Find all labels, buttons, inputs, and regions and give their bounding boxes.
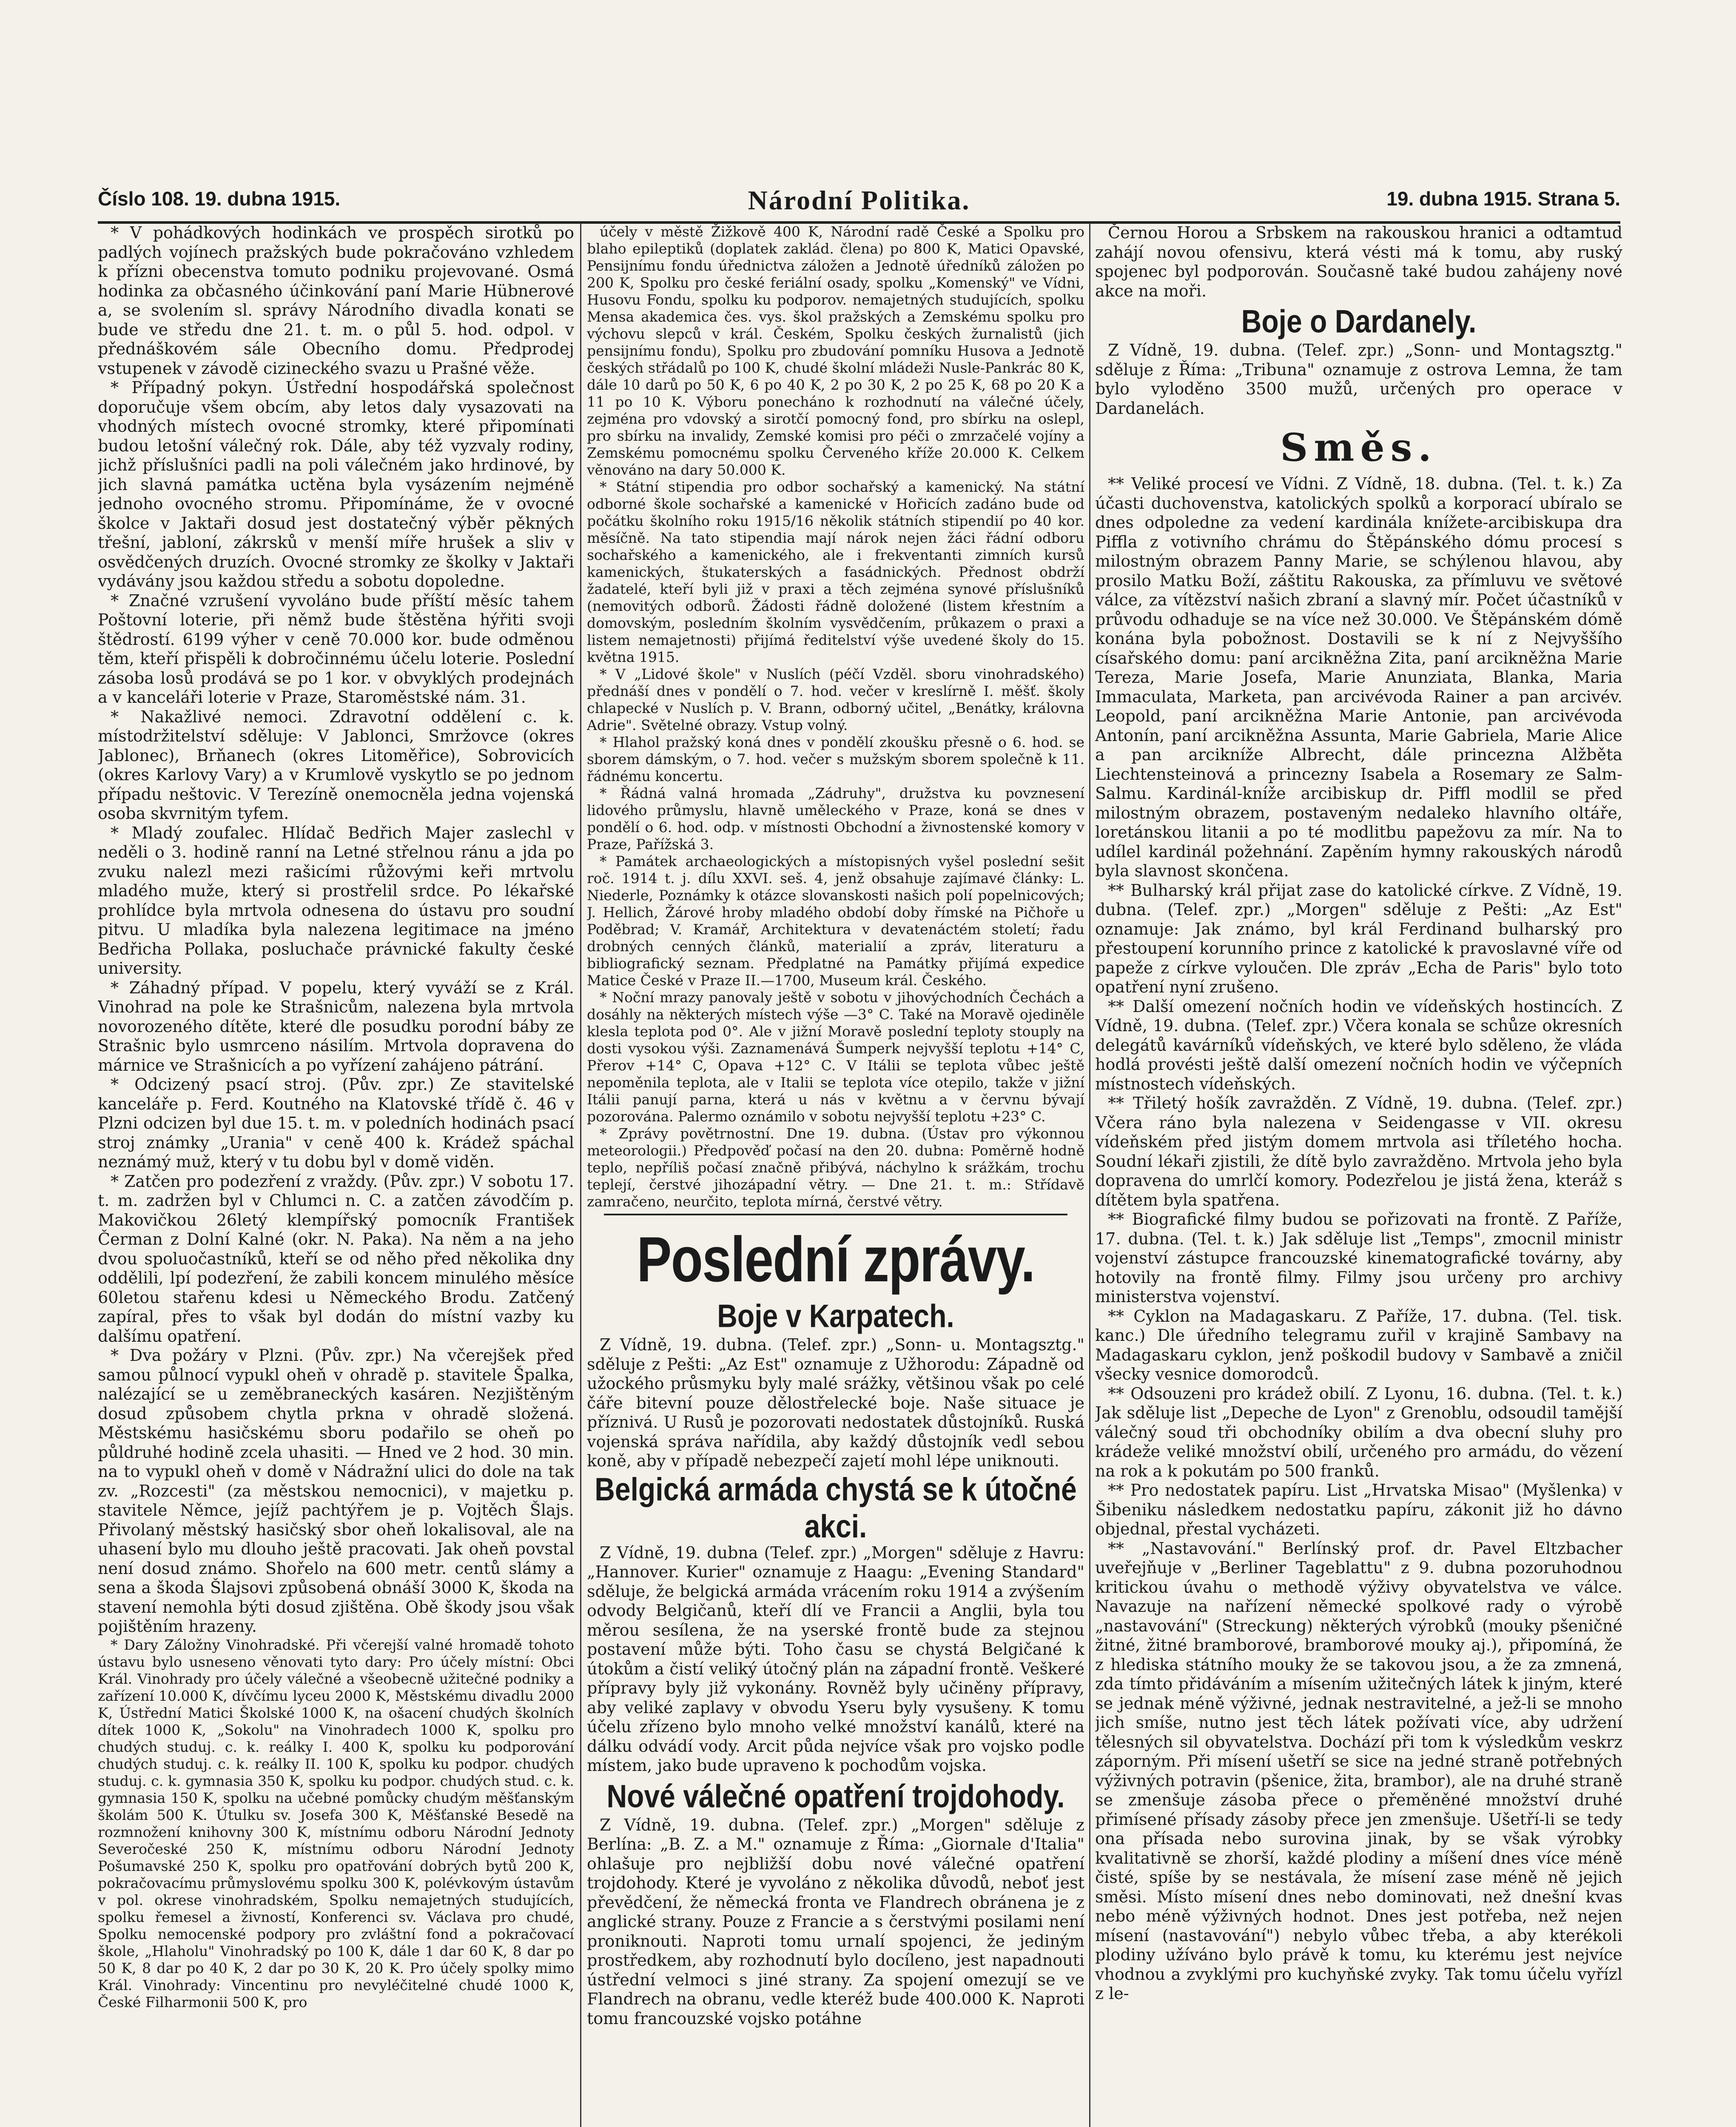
masthead: Národní Politika. — [748, 185, 970, 215]
article: ** Cyklon na Madagaskaru. Z Paříže, 17. dubna. (Tel. tisk. kanc.) Dle úředního telegramu zuřil v krajině Sambavy na Madagaskaru cyklon, jenž poškodil budovy v Sambavě a zničil všecky vesnice domorodců. — [1095, 1306, 1622, 1383]
article: * Odcizený psací stroj. (Pův. zpr.) Ze stavitelské kanceláře p. Ferd. Koutného na Klatovské třídě č. 46 v Plzni odcizen byl due 15. t. m. v poledních hodinách psací stroj známky „Urania" v ceně 400 k. Krádež spáchal neznámý muž, který v tu dobu byl v domě viděn. — [98, 1075, 574, 1171]
article: ** „Nastavování." Berlínský prof. dr. Pavel Eltzbacher uveřejňuje v „Berliner Tageblattu" z 9. dubna pozoruhodnou kritickou úvahu o methodě výživy obyvatelstva ve válce. Navazuje na nařízení německé spolkové rady o výrobě „nastavování" (Streckung) některých výrobků (mouky pšeničné žitné, žitné bramborové, bramborové mouky aj.), připomíná, že z hlediska státního mouky že se takovou jsou, a že za zmnená, zda tímto přidáváním a mísením užitečných látek k jiným, které se jednak méně výživné, jednak nestravitelné, a jež-li se mnoho jich smíše, nutno jest těch látek požívati více, aby udržení tělesných sil obyvatelstva. Dochází při tom k výsledkům veskrz záporným. Při mísení ušetří se sice na jedné straně potřebných výživných potravin (pšenice, žita, brambor), ale na druhé straně se zmenšuje zásoba přece o přeměněné množství druhé přimísené přísady zásoby přece jen zmenšuje. Ušetří-li se tedy ona přísada nebo surovina jinak, by se však výrobky kvalitativně se zhorší, každé plodiny a míšení dnes více méně čisté, spíše by se nestávala, že mísení zase méně ně jejich směsi. Místo mísení dnes nebo dominovati, než dnešní kvas nebo méně výživných hodnot. Dnes jest potřeba, než nejen mísení (nastavování") nebylo vůbec třeba, a aby kterékoli plodiny užíváno bylo právě k tomu, ku kterému jest nejvíce vhodnou a zvyklými pro kuchyňské zvyky. Tak tomu účelu vyřízl z le- — [1095, 1539, 1622, 2003]
column-1 — [98, 223, 574, 2127]
article: ** Odsouzeni pro krádež obilí. Z Lyonu, 16. dubna. (Tel. t. k.) Jak sděluje list „Depeche de Lyon" z Grenoblu, odsoudil tamější válečný soud tři obchodníky obilím a dva obecní sluhy pro krádeže veliké množství obilí, určeného pro armádu, do vězení na rok a k pokutám po 500 franků. — [1095, 1384, 1622, 1480]
column-3 — [1095, 223, 1622, 2127]
article: Z Vídně, 19. dubna. (Telef. zpr.) „Morgen" sděluje z Berlína: „B. Z. a M." oznamuje z Říma: „Giornale d'Italia" ohlašuje pro nejbližší dobu nové válečné opatření trojdohody. Které je vyvoláno z několika důvodů, neboť jest převědčení, že německá fronta ve Flandrech obránena je z anglické strany. Pouze z Francie a s čerstvými posilami není proniknouti. Naproti tomu urnalí spojenci, že jediným prostředkem, aby rozhodnutí bylo docíleno, jest napadnouti ústřední velmoci s jiné strany. Za spojení omezují se ve Flandrech na obranu, vedle kteréž bude 400.000 K. Naproti tomu francouzské vojsko potáhne — [587, 1815, 1084, 2028]
article: * Mladý zoufalec. Hlídač Bedřich Majer zaslechl v neděli o 3. hodině ranní na Letné střelnou ránu a jda po zvuku nalezl mezi rašicími růžovými keři mrtvolu mladého muže, který si prostřelil srdce. Po lékařské prohlídce byla mrtvola odnesena do ústavu pro soudní pitvu. U mladíka byla nalezena legitimace na jméno Bedřicha Pollaka, posluchače právnické fakulty české university. — [98, 823, 574, 978]
article: * Řádná valná hromada „Zádruhy", družstva ku povznesení lidového průmyslu, hlavně uměleckého v Praze, koná se dnes v pondělí o 6. hod. odp. v místnosti Obchodní a živnostenské komory v Praze, Pařížská 3. — [587, 785, 1084, 853]
article: ** Pro nedostatek papíru. List „Hrvatska Misao" (Myšlenka) v Šibeniku následkem nedostatku papíru, zákonit již ho dávno objednal, přestal vycházeti. — [1095, 1481, 1622, 1538]
article: ** Bulharský král přijat zase do katolické církve. Z Vídně, 19. dubna. (Telef. zpr.) „Morgen" sděluje z Pešti: „Az Est" oznamuje: Jak známo, byl král Ferdinand bulharský pro přestoupení korunního prince z katolické k pravoslavné víře od papeže z církve vyloučen. Dle zpráv „Echa de Paris" bylo toto opatření nyní zrušeno. — [1095, 881, 1622, 996]
article: ** Veliké procesí ve Vídni. Z Vídně, 18. dubna. (Tel. t. k.) Za účasti duchovenstva, katolických spolků a korporací ubíralo se dnes odpoledne za vedení kardinála knížete-arcibiskupa dra Piffla z votivního chrámu do Štěpánského dómu procesí s milostným obrazem Panny Marie, se schýlenou hlavou, aby prosilo Matku Boží, záštitu Rakouska, za přímluvu ve světové válce, za vítězství našich zbraní a slavný mír. Počet účastníků v průvodu odhaduje se na více než 30.000. Ve Štěpánském dómě konána byla pobožnost. Dostavili se k ní z Nejvyššího císařského domu: paní arcikněžna Zita, paní arcikněžna Marie Tereza, Marie Josefa, Marie Anunziata, Blanka, Maria Immaculata, Marketa, pan arcivévoda Rainer a pan arcivév. Leopold, paní arcikněžna Marie Antonie, pan arcivévoda Antonín, paní arcikněžna Assunta, Marie Gabriela, Marie Alice a pan arcikníže Albrecht, dále princezna Alžběta Liechtensteinová a princezny Isabela a Rosemary ze Salm-Salmu. Kardinál-kníže arcibiskup dr. Piffl modlil se před milostným obrazem, postaveným nedaleko hlavního oltáře, loretánskou litanii a po té modlitbu papežovu za mír. Na to udílel kardinál požehnání. Zapěním hymny rakouských národů byla slavnost skončena. — [1095, 474, 1622, 880]
article: * Dva požáry v Plzni. (Pův. zpr.) Na včerejšek před samou půlnocí vypukl oheň v ohradě p. stavitele Špalka, nalézající se u zeměbraneckých kasáren. Nezjištěným dosud způsobem chytla prkna v ohradě složená. Městskému hasičskému sboru podařilo se oheň po půldruhé hodině zcela uhasiti. — Hned ve 2 hod. 30 min. na to vypukl oheň v domě v Nádražní ulici do dole na tak zv. „Rozcesti" (za městskou nemocnici), v majetku p. stavitele Němce, jejíž pachtýřem je p. Vojtěch Šlajs. Přivolaný městský hasičský sbor oheň lokalisoval, ale na uhasení bylo mu dlouho ještě pracovati. Jak oheň povstal není dosud známo. Shořelo na 600 metr. centů slámy a sena a škoda Šlajsovi způsobená obnáší 3000 K, škoda na stavení nemohla býti dosud zjištěna. Obě škody jsou však pojištěním hrazeny. — [98, 1346, 574, 1636]
article: ** Další omezení nočních hodin ve vídeňských hostincích. Z Vídně, 19. dubna. (Telef. zpr.) Včera konala se schůze okresních delegátů kavárníků vídeňských, ve které bylo sděleno, že vláda hodlá provésti ještě další omezení nočních hodin ve výčepních místnostech vídeňských. — [1095, 997, 1622, 1093]
article: * V pohádkových hodinkách ve prospěch sirotků po padlých vojínech pražských bude pokračováno vzhledem k přízni obecenstva tomuto podniku projevované. Osmá hodinka za občasného účinkování paní Marie Hübnerové a, se svolením sl. správy Národního divadla konati se bude ve středu dne 21. t. m. o půl 5. hod. odpol. v přednáškovém sále Obecního domu. Předprodej vstupenek v závodě cizineckého svazu u Prašné věže. — [98, 223, 574, 378]
small-print-block — [587, 223, 1084, 1210]
article: * Noční mrazy panovaly ještě v sobotu v jihovýchodních Čechách a dosáhly na některých místech výše —3° C. Také na Moravě ojediněle klesla teplota pod 0°. Ale v jižní Moravě poslední teploty stouply na dosti vysokou výši. Zaznamenává Šumperk nejvyšší teplotu +14° C, Přerov +14° C, Opava +12° C. V Itálii se teplota vůbec ještě nepoměnila teplota, ale v Italii se teplota více otepilo, takže v jižní Itálii panují parna, která u nás v květnu a v červnu bývají pozorována. Palermo oznámilo v sobotu nejvyšší teplotu +23° C. — [587, 989, 1084, 1125]
section-title-miscellany: Směs. — [1280, 425, 1437, 470]
page-date: 19. dubna 1915. Strana 5. — [1386, 188, 1620, 210]
headline: Nové válečné opatření trojdohody. — [606, 1777, 1065, 1814]
article: ** Třiletý hošík zavražděn. Z Vídně, 19. dubna. (Telef. zpr.) Včera ráno byla nalezena v Seidengasse v VII. okresu vídeňském před jistým domem mrtvola asi tříletého hocha. Soudní lékaři zjistili, že dítě bylo zavražděno. Mrtvola jeho byla dopravena do umrlčí komory. Podezřelou je jistá žena, kteráž s dítětem byla spatřena. — [1095, 1094, 1622, 1209]
article: * Státní stipendia pro odbor sochařský a kamenický. Na státní odborné škole sochařské a kamenické v Hořicích zadáno bude od počátku školního roku 1915/16 několik státních stipendií po 40 kor. měsíčně. Na tato stipendia mají nárok nejen žáci řádní odboru sochařského a kamenického, ale i frekventanti zimních kursů kamenických, štukaterských a fasádnických. Přednost obdrží žadatelé, kteří byli již v praxi a těch zejména synové příslušníků (nemovitých odborů. Žádosti řádně doložené (listem křestním a domovským, posledním školním vysvědčením, průkazem o praxi a listem nemajetnosti) přijímá ředitelství výše uvedené školy do 15. května 1915. — [587, 479, 1084, 665]
article: * Zatčen pro podezření z vraždy. (Pův. zpr.) V sobotu 17. t. m. zadržen byl v Chlumci n. C. a zatčen závodčím p. Makovičkou 26letý klempířský pomocník František Čerman z Dolní Kalné (okr. N. Paka). Na něm a na jeho dvou spoluočastníků, kteří se od něho před několika dny oddělili, lpí podezření, že zabili koncem minulého měsíce 60letou stařenu kdesi u Německého Brodu. Zatčený zapíral, přes to však byl dodán do místní vazby ku dalšímu opatření. — [98, 1172, 574, 1346]
article: * Značné vzrušení vyvoláno bude příští měsíc tahem Poštovní loterie, při němž bude štěstěna hýřiti svoji štědrostí. 6199 výher v ceně 70.000 kor. bude odměnou těm, kteří přispěli k dobročinnému účelu loterie. Poslední zásoba losů prodává se po 1 kor. v obvyklých prodejnách a v kanceláři loterie v Praze, Staroměstské nám. 31. — [98, 591, 574, 707]
article: účely v městě Žižkově 400 K, Národní radě České a Spolku pro blaho epileptiků (doplatek zaklád. člena) po 800 K, Matici Opavské, Pensijnímu fondu úřednictva záložen a Jednotě úředníků záložen po 200 K, Spolku pro české feriální osady, spolku „Komenský" ve Vídni, Husovu Fondu, spolku ku podporov. nemajetných studujících, spolku Mensa akademica čes. vys. škol pražských a Zemskému spolku pro výchovu slepců v král. Českém, Spolku českých žurnalistů (jich pensijnímu fondu), Spolku pro zbudování pomníku Husova a Jednotě českých střádalů po 100 K, chudé školní mládeži Nusle-Pankrác 80 K, dále 10 darů po 50 K, 6 po 40 K, 2 po 30 K, 2 po 25 K, 68 po 20 K a 11 po 10 K. Výboru ponecháno k rozhodnutí na válečné účely, zejména pro vdovský a sirotčí pomocný fond, pro sbírku na oslepl, pro sbírku na invalidy, Zemské komisi pro péči o zmrzačelé vojíny a Zemskému pomocnému spolku Červeného kříže 20.000 K. Celkem věnováno na dary 50.000 K. — [587, 223, 1084, 478]
article: ** Biografické filmy budou se pořizovati na frontě. Z Paříže, 17. dubna. (Tel. t. k.) Jak sděluje list „Temps", zmocnil ministr vojenství zástupce francouzské kinematografické továrny, aby hotovily na frontě filmy. Filmy jsou určeny pro archivy ministerstva vojenství. — [1095, 1210, 1622, 1306]
column-2 — [587, 223, 1084, 2127]
article: * Zprávy povětrnostní. Dne 19. dubna. (Ústav pro výkonnou meteorologii.) Předpověď počasí na den 20. dubna: Poměrně hodně teplo, nepříliš počasí značně přibývá, náchylno k srážkám, trochu teplejí, čerstvé jihozápadní větry. — Dne 21. t. m.: Střídavě zamračeno, neurčito, teplota mírná, čerstvé větry. — [587, 1125, 1084, 1210]
headline: Boje v Karpatech. — [717, 1297, 954, 1334]
column-rule — [580, 223, 581, 2127]
article: * Hlahol pražský koná dnes v pondělí zkoušku přesně o 6. hod. se sborem dámským, o 7. hod. večer s mužským sborem společně k 11. řádnému koncertu. — [587, 734, 1084, 784]
section-divider — [604, 1214, 1067, 1215]
headline: Belgická armáda chystá se k útočné akci. — [595, 1471, 1077, 1544]
article: * Záhadný případ. V popelu, který vyváží se z Král. Vinohrad na pole ke Strašnicům, nalezena byla mrtvola novorozeného dítěte, které dle posudku porodní báby ze Strašnic bylo usmrceno násilím. Mrtvola dopravena do márnice ve Strašnicích a po vyřízení zahájeno pátrání. — [98, 978, 574, 1075]
page-header — [98, 183, 1620, 224]
article: * Památek archaeologických a místopisných vyšel poslední sešit roč. 1914 t. j. dílu XXVI. seš. 4, jenž obsahuje zajímavé články: L. Niederle, Poznámky k otázce slovanskosti našich polí popelnicových; J. Hellich, Žárové hroby mladého období doby římské na Pičhoře u Poděbrad; V. Kramář, Architektura v devatenáctém století; řadu drobných cenných článků, materialií a zpráv, literaturu a bibliografický seznam. Předplatné na Památky přijímá expedice Matice České v Praze II.—1700, Museum král. Českého. — [587, 853, 1084, 989]
column-rule — [1089, 223, 1090, 2127]
article: Černou Horou a Srbskem na rakouskou hranici a odtamtud zahájí novou ofensivu, která vésti má k tomu, aby ruský spojenec byl podporován. Současně také budou zahájeny nové akce na moři. — [1095, 223, 1622, 300]
article: Z Vídně, 19. dubna. (Telef. zpr.) „Sonn- und Montagsztg." sděluje z Říma: „Tribuna" oznamuje z ostrova Lemna, že tam bylo vyloděno 3500 mužů, určených pro operace v Dardanelách. — [1095, 341, 1622, 418]
article: Z Vídně, 19. dubna (Telef. zpr.) „Morgen" sděluje z Havru: „Hannover. Kurier" oznamuje z Haagu: „Evening Standard" sděluje, že belgická armáda vrácením roku 1914 a zvýšením odvody Belgičanů, kteří dlí ve Francii a Anglii, byla tou měrou sesílena, že na yserské frontě bude za stejnou postavení může býti. Toho času se chystá Belgičané k útokům a čistí veliký útočný plán na západní frontě. Veškeré přípravy byly již vykonány. Rovněž byly učiněny přípravy, aby veliké zaplavy v obvodu Yseru byly vysušeny. K tomu účelu zřízeno bylo mnoho velké množství kanálů, které na dálku odvádí vody. Arcit půda nejvíce však pro vojsko podle místem, jako bude upraveno k pochodům vojska. — [587, 1543, 1084, 1775]
article: * Nakažlivé nemoci. Zdravotní oddělení c. k. místodržitelství sděluje: V Jablonci, Smržovce (okres Jablonec), Brňanech (okres Litoměřice), Sobrovicích (okres Karlovy Vary) a v Krumlově vyskytlo se po jednom případu neštovic. V Terezíně onemocněla jedna vojenská osoba skvrnitým tyfem. — [98, 707, 574, 823]
article: Z Vídně, 19. dubna. (Telef. zpr.) „Sonn- u. Montagsztg." sděluje z Pešti: „Az Est" oznamuje z Užhorodu: Západně od užockého průsmyku byly malé srážky, většinou však po celé čáře bitevní pouze dělostřelecké boje. Naše situace je příznivá. U Rusů je pozorovati nedostatek důstojníků. Ruská vojenská správa nařídila, aby každý důstojník vedl sebou koně, aby v případě nebezpečí zajetí mohl lépe uniknouti. — [587, 1335, 1084, 1470]
article: * Případný pokyn. Ústřední hospodářská společnost doporučuje všem obcím, aby letos daly vysazovati na vhodných místech ovocné stromky, které připomínati budou letošní válečný rok. Dále, aby též vyzvaly rodiny, jichž příslušníci padli na poli válečném jako hrdinové, by jich slavná památka uctěna byla vysázením nejméně jednoho ovocného stromu. Připomínáme, že v ovocné školce v Jaktaři dosud jest dostatečný výběr pěkných třešní, jabloní, zákrsků v menší míře hrušek a sliv v osvědčených druzích. Ovocné stromky ze školky v Jaktaři vydávány jsou každou středu a sobotu dopoledne. — [98, 378, 574, 590]
issue-number: Číslo 108. 19. dubna 1915. — [98, 188, 341, 210]
article: * Dary Záložny Vinohradské. Při včerejší valné hromadě tohoto ústavu bylo usneseno věnovati tyto dary: Pro účely místní: Obci Král. Vinohrady pro účely válečné a všeobecně užitečné podniky a zařízení 10.000 K, dívčímu lyceu 2000 K, Městskému divadlu 2000 K, Ústřední Matici Školské 1000 K, na ošacení chudých školních dítek 1000 K, „Sokolu" na Vinohradech 1000 K, spolku pro chudých studuj. c. k. reálky I. 400 K, spolku ku podporování chudých studuj. c. k. reálky II. 100 K, spolku ku podpor. chudých studuj. c. k. gymnasia 350 K, spolku ku podpor. chudých stud. c. k. gymnasia 150 K, spolku na učebné pomůcky chudým měšťanským školám 500 K. Útulku sv. Josefa 300 K, Měšťanské Besedě na rozmnožení knihovny 300 K, místnímu odboru Národní Jednoty Severočeské 250 K, místnímu odboru Národní Jednoty Pošumavské 250 K, spolku pro opatřování dobrých bytů 200 K, pokračovacímu průmyslovému spolku 300 K, polévkovým ústavům v pol. okrese vinohradském, Spolku nemajetných studujících, spolku řemesel a živností, Konferenci sv. Václava pro chudé, Spolku nemocenské podpory pro zvláštní fond a pokračovací škole, „Hlaholu" Vinohradský po 100 K, dále 1 dar 60 K, 8 dar po 50 K, 8 dar po 40 K, 2 dar po 30 K, 20 K. Pro účely spolky mimo Král. Vinohrady: Vincentinu pro nevyléčitelné chudé 1000 K, České Filharmonii 500 K, pro — [98, 1636, 574, 2010]
article: * V „Lidové škole" v Nuslích (péčí Vzděl. sboru vinohradského) přednáší dnes v pondělí o 7. hod. večer v kreslírně I. měšť. školy chlapecké v Nuslích p. V. Brann, odborný učitel, „Benátky, královna Adrie". Světelné obrazy. Vstup volný. — [587, 666, 1084, 733]
section-title-latest-news: Poslední zprávy. — [637, 1223, 1035, 1295]
headline: Boje o Dardanely. — [1241, 303, 1477, 339]
small-print-block — [98, 1637, 574, 2011]
